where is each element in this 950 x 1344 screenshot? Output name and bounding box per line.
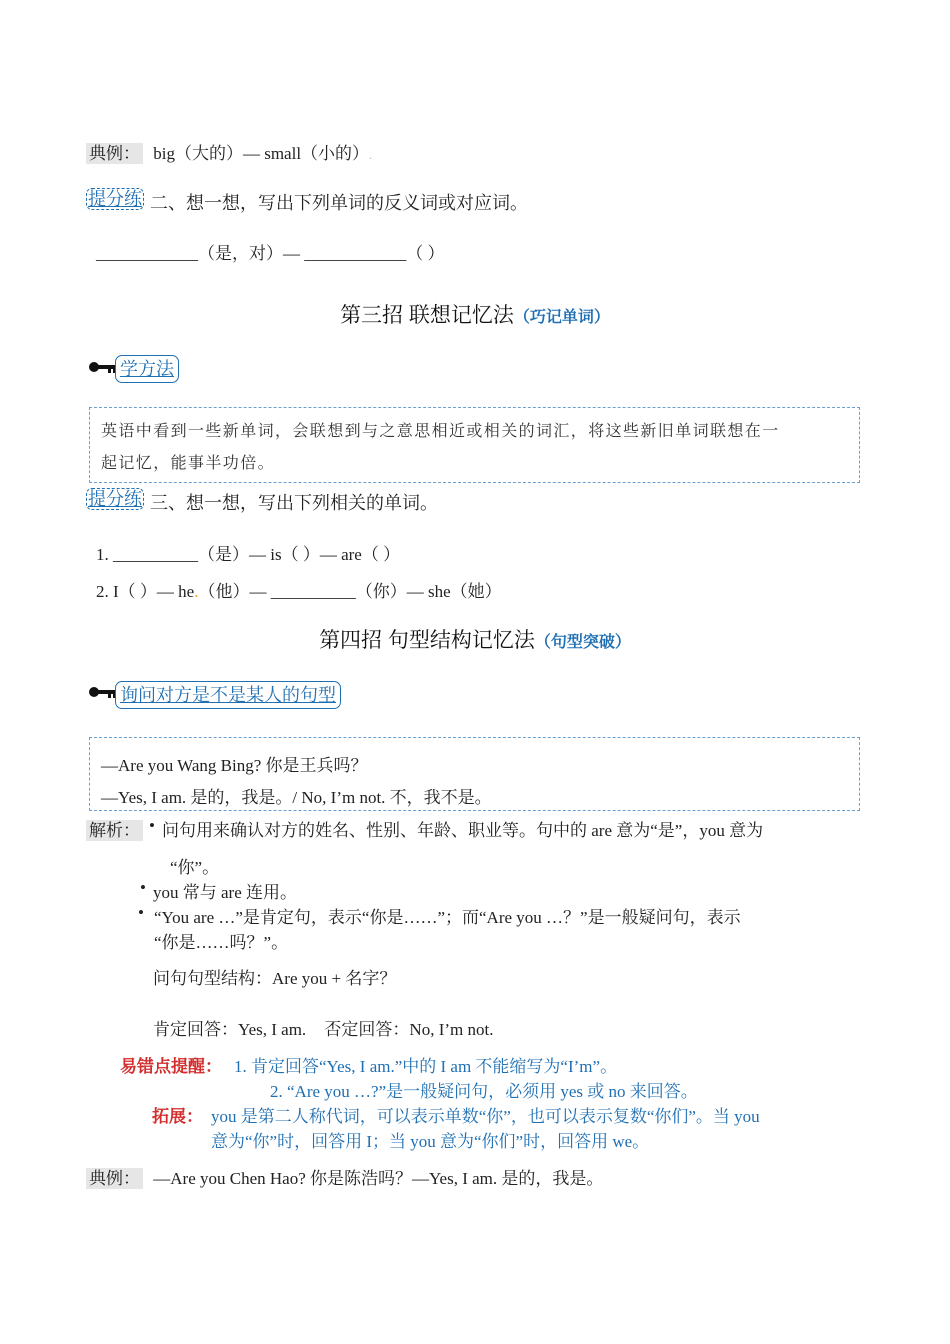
answers-line: [153, 1015, 493, 1040]
analysis-label-wrap: [86, 816, 143, 841]
section-3-subtitle: （巧记单词）: [513, 309, 610, 326]
method-box-line-2: 起记忆，能事半功倍。: [101, 455, 276, 472]
analysis-p1-line-2: “你”。: [170, 858, 220, 877]
exercise-3-title: 三、想一想，写出下列相关的单词。: [150, 493, 438, 513]
bullet-1: •: [149, 816, 155, 835]
bullet-2: •: [140, 878, 146, 897]
analysis-label: 解析：: [86, 820, 143, 841]
pattern-box-line-2: —Yes, I am. 是的，我是。/ No, I’m not. 不，我不是。: [101, 788, 492, 807]
extension-line-1: you 是第二人称代词，可以表示单数“你”，也可以表示复数“你们”。当 you: [211, 1107, 760, 1126]
exercise-2-title: 二、想一想，写出下列单词的反义词或对应词。: [150, 193, 528, 213]
tip-2: 2. “Are you …?”是一般疑问句，必须用 yes 或 no 来回答。: [270, 1082, 698, 1101]
exercise-3-line-2-a: 2. I（ ）— he: [96, 582, 195, 601]
method-label: 学方法: [115, 355, 179, 383]
extension-label: 拓展：: [152, 1107, 203, 1126]
pattern-label: 询问对方是不是某人的句型: [115, 681, 341, 709]
pattern-box-line-1: —Are you Wang Bing? 你是王兵吗？: [101, 756, 368, 775]
structure-line: [153, 964, 396, 989]
analysis-p3-line-2: “你是……吗？”。: [154, 933, 289, 952]
tip-1: 1. 肯定回答“Yes, I am.”中的 I am 不能缩写为“I’m”。: [234, 1057, 618, 1076]
exercise-3-line-2-b: （他）— __________（你）— she（她）: [198, 582, 502, 601]
section-3-heading: [0, 299, 950, 329]
tifen-badge: 提分练: [88, 189, 142, 209]
structure-label: 问句句型结构：: [153, 969, 272, 988]
example-2-text: —Are you Chen Hao? 你是陈浩吗？—Yes, I am. 是的，我是。: [153, 1169, 604, 1188]
no-label: 否定回答：: [324, 1020, 410, 1039]
no-text: No, I’m not.: [409, 1020, 494, 1039]
analysis-p1-line-1: 问句用来确认对方的姓名、性别、年龄、职业等。句中的 are 意为“是”，you 意为: [162, 821, 764, 840]
example-label: 典例：: [86, 143, 143, 164]
structure-text: Are you + 名字？: [272, 969, 397, 988]
example-2-label: 典例：: [86, 1168, 143, 1189]
key-icon: [88, 359, 118, 380]
section-3-title: 第三招 联想记忆法: [340, 304, 514, 327]
analysis-p2: you 常与 are 连用。: [153, 883, 298, 902]
exercise-3-line-2: 2. I（ ）— he.（他）— __________（你）— she（她）: [96, 582, 502, 601]
example-2: [86, 1164, 603, 1189]
section-4-heading: [0, 624, 950, 654]
section-4-title: 第四招 句型结构记忆法: [319, 629, 535, 652]
analysis-p3-line-1: “You are …”是肯定句，表示“你是……”；而“Are you …？”是一般疑问句，表示: [154, 908, 741, 927]
exercise-2-line: ____________（是，对）— ____________（ ）: [96, 244, 445, 263]
method-box-line-1: 英语中看到一些新单词，会联想到与之意思相近或相关的词汇，将这些新旧单词联想在一: [101, 423, 780, 440]
bullet-3: •: [138, 903, 144, 922]
section-4-subtitle: （句型突破）: [534, 634, 631, 651]
exercise-3-line-1: 1. __________（是）— is（ ）— are（ ）: [96, 545, 401, 564]
key-icon-2: [88, 684, 118, 705]
tifen-badge-2: 提分练: [88, 489, 142, 509]
yes-text: Yes, I am.: [238, 1020, 307, 1039]
tips-label: 易错点提醒：: [120, 1057, 222, 1076]
example-text: big（大的）— small（小的）: [153, 144, 370, 163]
yes-label: 肯定回答：: [153, 1020, 238, 1039]
extension-line-2: 意为“你”时，回答用 I；当 you 意为“你们”时，回答用 we。: [211, 1132, 650, 1151]
example-1: 典例： big（大的）— small（小的）.: [86, 139, 372, 164]
